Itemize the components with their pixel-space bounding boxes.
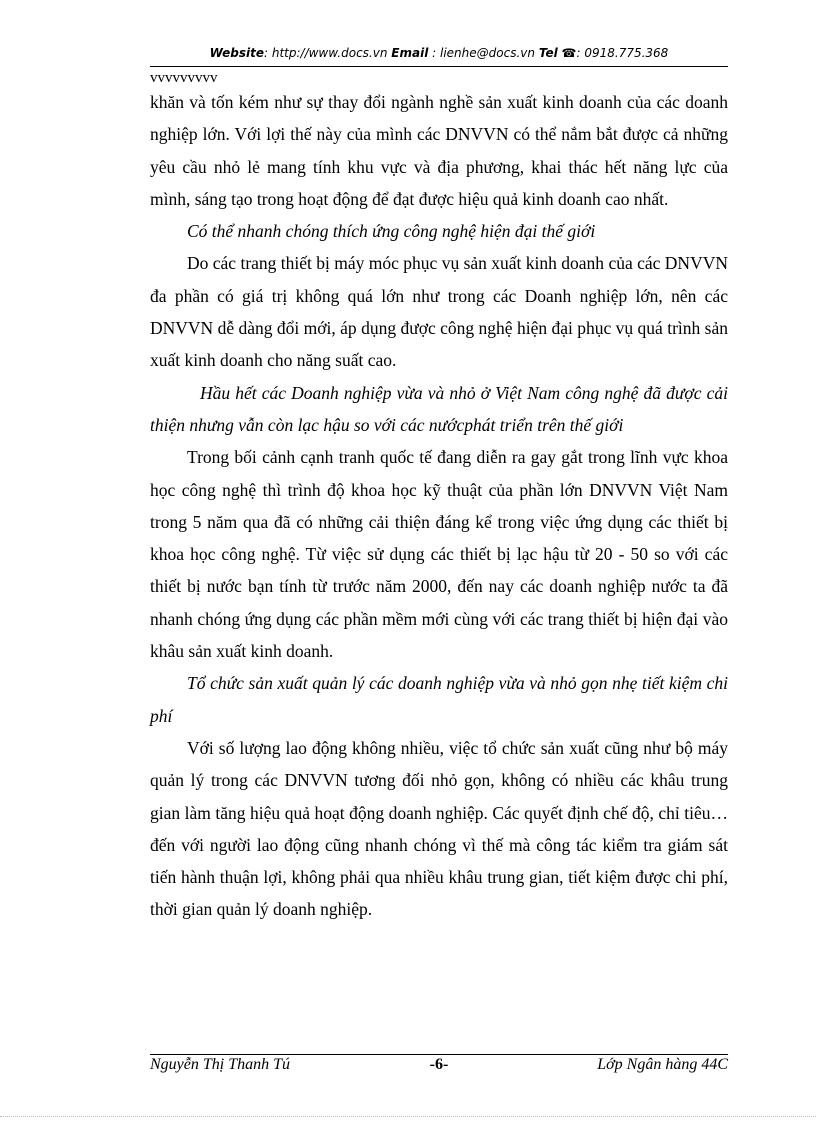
email-label: Email: [391, 46, 429, 60]
paragraph: Với số lượng lao động không nhiều, việc tổ chức sản xuất cũng như bộ máy quản lý trong các DNVVN tương đối nhỏ gọn, không có nhiều các khâu trung gian làm tăng hiệu quả hoạt động doanh nghiệp. Các quyết định chế độ, chỉ tiêu… đến với người lao động cũng nhanh chóng vì thế mà công tác kiểm tra giám sát tiến hành thuận lợi, không phải qua nhiều khâu trung gian, tiết kiệm được chi phí, thời gian quản lý doanh nghiệp.: [150, 737, 728, 920]
footer-rule: [150, 1054, 728, 1055]
page-footer: [150, 1056, 728, 1078]
email-value: : lienhe@docs.vn: [432, 46, 535, 60]
section-heading: Có thể nhanh chóng thích ứng công nghệ hiện đại thế giới: [187, 221, 596, 242]
footer-author: Nguyễn Thị Thanh Tú: [150, 1056, 291, 1073]
paragraph: Trong bối cảnh cạnh tranh quốc tế đang diễn ra gay gắt trong lĩnh vực khoa học công nghệ thì trình độ khoa học kỹ thuật của phần lớn DNVVN Việt Nam trong 5 năm qua đã có những cải thiện đáng kể trong việc ứng dụng các thiết bị khoa học công nghệ. Từ việc sử dụng các thiết bị lạc hậu từ 20 - 50 so với các thiết bị nước bạn tính từ trước năm 2000, đến nay các doanh nghiệp nước ta đã nhanh chóng ứng dụng các phần mềm mới cùng với các trang thiết bị hiện đại vào khâu sản xuất kinh doanh.: [150, 447, 728, 662]
footer-page-number: -6-: [429, 1056, 449, 1073]
section-heading: Tổ chức sản xuất quản lý các doanh nghiệp vừa và nhỏ gọn nhẹ tiết kiệm chi phí: [150, 673, 728, 726]
body-text: [150, 86, 728, 926]
paragraph-continuation: khăn và tốn kém như sự thay đổi ngành nghề sản xuất kinh doanh của các doanh nghiệp lớn. Với lợi thế này của mình các DNVVN có thể nắm bắt được cả những yêu cầu nhỏ lẻ mang tính khu vực và địa phương, khai thác hết năng lực của mình, sáng tạo trong hoạt động để đạt được hiệu quả kinh doanh cao nhất.: [150, 92, 728, 209]
tel-label: Tel: [538, 46, 558, 60]
phone-icon: ☎: [561, 46, 577, 60]
page-edge: [0, 1116, 816, 1117]
section-heading: Hầu hết các Doanh nghiệp vừa và nhỏ ở Việt Nam công nghệ đã được cải thiện nhưng vẫn còn lạc hậu so với các nướcphát triển trên thế giới: [150, 382, 728, 435]
website-value: : http://www.docs.vn: [264, 46, 388, 60]
tel-value: : 0918.775.368: [576, 46, 669, 60]
website-label: Website: [209, 46, 264, 60]
page-marker: vvvvvvvvv: [150, 70, 218, 86]
page-header: [150, 46, 728, 60]
paragraph: Do các trang thiết bị máy móc phục vụ sản xuất kinh doanh của các DNVVN đa phần có giá trị không quá lớn như trong các Doanh nghiệp lớn, nên các DNVVN dễ dàng đổi mới, áp dụng được công nghệ hiện đại phục vụ quá trình sản xuất kinh doanh cho năng suất cao.: [150, 253, 728, 371]
footer-class: Lớp Ngân hàng 44C: [597, 1056, 728, 1073]
header-rule: [150, 66, 728, 67]
